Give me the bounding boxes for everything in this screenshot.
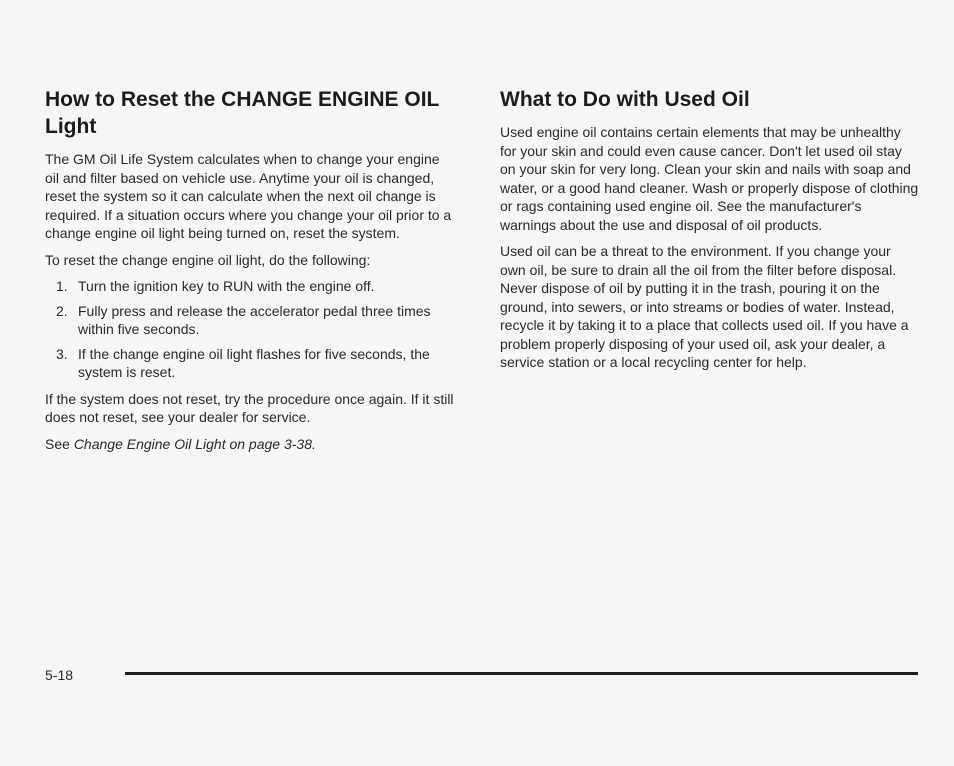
step-number: 3. bbox=[56, 345, 68, 362]
left-column bbox=[45, 86, 455, 461]
procedure-steps bbox=[45, 277, 455, 382]
step-text: Turn the ignition key to RUN with the engine off. bbox=[78, 278, 375, 294]
right-column bbox=[500, 86, 920, 380]
cross-reference bbox=[45, 435, 455, 454]
footer-rule bbox=[125, 672, 918, 675]
step-number: 2. bbox=[56, 302, 68, 319]
step-item bbox=[45, 302, 455, 339]
intro-paragraph: The GM Oil Life System calculates when to change your engine oil and filter based on vehicle use. Anytime your oil is changed, reset the system so it can calculate when the next oil change is required. If a situation occurs where you change your oil prior to a change engine oil light being turned on, reset the system. bbox=[45, 151, 452, 241]
used-oil-paragraph-1: Used engine oil contains certain elements that may be unhealthy for your skin and could even cause cancer. Don't let used oil stay on your skin for very long. Clean your skin and nails with soap and water, or a good hand cleaner. Wash or properly dispose of clothing or rags containing used engine oil. See the manufacturer's warnings about the use and disposal of oil products. bbox=[500, 124, 919, 233]
step-text: If the change engine oil light flashes for five seconds, the system is reset. bbox=[78, 345, 430, 380]
used-oil-paragraph-2: Used oil can be a threat to the environment. If you change your own oil, be sure to drain all the oil from the filter before disposal. Never dispose of oil by putting it in the trash, pouring it on the ground, into sewers, or into streams or bodies of water. Instead, recycle it by taking it to a place that collects used oil. If you have a problem properly disposing of your used oil, ask your dealer, a service station or a local recycling center for help. bbox=[500, 243, 909, 370]
page-number: 5-18 bbox=[45, 667, 74, 683]
step-item bbox=[45, 277, 455, 296]
procedure-lead: To reset the change engine oil light, do the following: bbox=[45, 251, 371, 268]
step-item bbox=[45, 345, 455, 382]
fallback-paragraph: If the system does not reset, try the procedure once again. If it still does not reset, see your dealer for service. bbox=[45, 390, 454, 425]
section-heading-reset-light: How to Reset the CHANGE ENGINE OIL Light bbox=[45, 88, 439, 138]
step-text: Fully press and release the accelerator pedal three times within five seconds. bbox=[78, 302, 431, 337]
cross-reference-prefix: See bbox=[45, 435, 74, 452]
section-heading-used-oil: What to Do with Used Oil bbox=[500, 88, 750, 111]
step-number: 1. bbox=[56, 278, 68, 294]
cross-reference-link[interactable]: Change Engine Oil Light on page 3-38. bbox=[73, 435, 316, 452]
